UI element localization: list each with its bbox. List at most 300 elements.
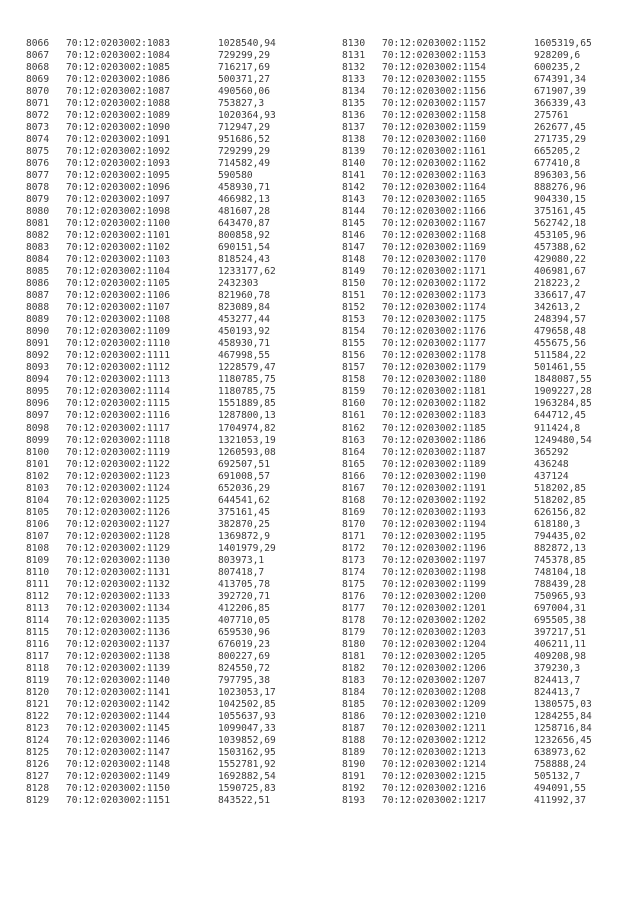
- cadastral-value: 676019,23: [218, 638, 270, 650]
- table-row: [26, 74, 318, 86]
- cadastral-value: 697004,31: [534, 602, 586, 614]
- row-number: 8150: [342, 278, 366, 290]
- cadastral-number: 70:12:0203002:1141: [66, 686, 170, 698]
- table-row: [342, 483, 634, 495]
- cadastral-number: 70:12:0203002:1166: [382, 206, 486, 218]
- table-row: [26, 579, 318, 591]
- cadastral-number: 70:12:0203002:1128: [66, 530, 170, 542]
- cadastral-number: 70:12:0203002:1088: [66, 98, 170, 110]
- table-row: [26, 687, 318, 699]
- table-row: [26, 386, 318, 398]
- table-row: [342, 507, 634, 519]
- cadastral-number: 70:12:0203002:1150: [66, 782, 170, 794]
- table-row: [342, 567, 634, 579]
- table-row: [342, 651, 634, 663]
- cadastral-number: 70:12:0203002:1217: [382, 794, 486, 806]
- cadastral-number: 70:12:0203002:1159: [382, 122, 486, 134]
- row-number: 8191: [342, 770, 366, 782]
- table-row: [26, 531, 318, 543]
- table-row: [342, 386, 634, 398]
- cadastral-value: 951686,52: [218, 134, 270, 146]
- row-number: 8085: [26, 266, 50, 278]
- row-number: 8181: [342, 650, 366, 662]
- cadastral-number: 70:12:0203002:1164: [382, 182, 486, 194]
- row-number: 8094: [26, 374, 50, 386]
- cadastral-number: 70:12:0203002:1089: [66, 110, 170, 122]
- cadastral-number: 70:12:0203002:1167: [382, 218, 486, 230]
- cadastral-number: 70:12:0203002:1102: [66, 242, 170, 254]
- cadastral-value: 1028540,94: [218, 38, 276, 49]
- table-row: [26, 591, 318, 603]
- table-row: [342, 194, 634, 206]
- table-row: [342, 146, 634, 158]
- table-row: [26, 230, 318, 242]
- cadastral-number: 70:12:0203002:1134: [66, 602, 170, 614]
- cadastral-number: 70:12:0203002:1200: [382, 590, 486, 602]
- cadastral-number: 70:12:0203002:1205: [382, 650, 486, 662]
- cadastral-value: 626156,82: [534, 506, 586, 518]
- cadastral-number: 70:12:0203002:1176: [382, 326, 486, 338]
- row-number: 8095: [26, 386, 50, 398]
- row-number: 8158: [342, 374, 366, 386]
- cadastral-value: 457388,62: [534, 242, 586, 254]
- row-number: 8103: [26, 482, 50, 494]
- cadastral-number: 70:12:0203002:1178: [382, 350, 486, 362]
- cadastral-value: 794435,02: [534, 530, 586, 542]
- cadastral-value: 1704974,82: [218, 422, 276, 434]
- cadastral-value: 271735,29: [534, 134, 586, 146]
- cadastral-number: 70:12:0203002:1193: [382, 506, 486, 518]
- table-row: [342, 771, 634, 783]
- cadastral-number: 70:12:0203002:1148: [66, 758, 170, 770]
- cadastral-value: 882872,13: [534, 542, 586, 554]
- row-number: 8184: [342, 686, 366, 698]
- cadastral-number: 70:12:0203002:1171: [382, 266, 486, 278]
- cadastral-number: 70:12:0203002:1112: [66, 362, 170, 374]
- table-row: [342, 38, 634, 50]
- row-number: 8082: [26, 230, 50, 242]
- table-row: [342, 783, 634, 795]
- row-number: 8067: [26, 50, 50, 62]
- table-row: [26, 182, 318, 194]
- row-number: 8089: [26, 314, 50, 326]
- cadastral-number: 70:12:0203002:1173: [382, 290, 486, 302]
- table-row: [26, 459, 318, 471]
- row-number: 8131: [342, 50, 366, 62]
- table-row: [26, 110, 318, 122]
- cadastral-number: 70:12:0203002:1146: [66, 734, 170, 746]
- cadastral-value: 659530,96: [218, 626, 270, 638]
- cadastral-value: 665205,2: [534, 146, 581, 158]
- cadastral-number: 70:12:0203002:1212: [382, 734, 486, 746]
- cadastral-number: 70:12:0203002:1147: [66, 746, 170, 758]
- cadastral-number: 70:12:0203002:1206: [382, 662, 486, 674]
- table-row: [26, 278, 318, 290]
- table-row: [342, 410, 634, 422]
- cadastral-value: 691008,57: [218, 470, 270, 482]
- table-row: [26, 158, 318, 170]
- row-number: 8186: [342, 710, 366, 722]
- table-row: [342, 423, 634, 435]
- row-number: 8146: [342, 230, 366, 242]
- row-number: 8088: [26, 302, 50, 314]
- table-row: [342, 374, 634, 386]
- table-row: [26, 266, 318, 278]
- cadastral-number: 70:12:0203002:1183: [382, 410, 486, 422]
- table-row: [26, 735, 318, 747]
- row-number: 8156: [342, 350, 366, 362]
- cadastral-value: 800858,92: [218, 230, 270, 242]
- table-row: [26, 567, 318, 579]
- cadastral-number: 70:12:0203002:1169: [382, 242, 486, 254]
- table-row: [26, 374, 318, 386]
- table-row: [26, 326, 318, 338]
- table-row: [342, 579, 634, 591]
- cadastral-value: 671907,39: [534, 86, 586, 98]
- table-row: [26, 723, 318, 735]
- cadastral-number: 70:12:0203002:1104: [66, 266, 170, 278]
- row-number: 8090: [26, 326, 50, 338]
- cadastral-number: 70:12:0203002:1103: [66, 254, 170, 266]
- row-number: 8073: [26, 122, 50, 134]
- row-number: 8144: [342, 206, 366, 218]
- row-number: 8157: [342, 362, 366, 374]
- cadastral-number: 70:12:0203002:1110: [66, 338, 170, 350]
- row-number: 8136: [342, 110, 366, 122]
- table-row: [342, 471, 634, 483]
- cadastral-number: 70:12:0203002:1202: [382, 614, 486, 626]
- table-row: [26, 495, 318, 507]
- row-number: 8116: [26, 638, 50, 650]
- table-row: [342, 362, 634, 374]
- cadastral-value: 1099047,33: [218, 722, 276, 734]
- table-row: [342, 795, 634, 807]
- cadastral-value: 824550,72: [218, 662, 270, 674]
- cadastral-number: 70:12:0203002:1172: [382, 278, 486, 290]
- table-row: [26, 338, 318, 350]
- table-row: [342, 350, 634, 362]
- cadastral-number: 70:12:0203002:1124: [66, 482, 170, 494]
- cadastral-value: 1042502,85: [218, 698, 276, 710]
- table-row: [26, 615, 318, 627]
- cadastral-number: 70:12:0203002:1137: [66, 638, 170, 650]
- cadastral-value: 275761: [534, 110, 569, 122]
- cadastral-value: 397217,51: [534, 626, 586, 638]
- cadastral-number: 70:12:0203002:1142: [66, 698, 170, 710]
- cadastral-number: 70:12:0203002:1155: [382, 74, 486, 86]
- table-row: [342, 122, 634, 134]
- table-row: [26, 483, 318, 495]
- table-row: [26, 603, 318, 615]
- row-number: 8124: [26, 734, 50, 746]
- row-number: 8115: [26, 626, 50, 638]
- cadastral-value: 797795,38: [218, 674, 270, 686]
- table-row: [342, 639, 634, 651]
- row-number: 8170: [342, 518, 366, 530]
- table-row: [342, 711, 634, 723]
- table-row: [26, 362, 318, 374]
- cadastral-value: 600235,2: [534, 62, 581, 74]
- cadastral-value: 479658,48: [534, 326, 586, 338]
- cadastral-value: 1503162,95: [218, 746, 276, 758]
- row-number: 8159: [342, 386, 366, 398]
- cadastral-value: 450193,92: [218, 326, 270, 338]
- row-number: 8079: [26, 194, 50, 206]
- row-number: 8129: [26, 794, 50, 806]
- row-number: 8139: [342, 146, 366, 158]
- table-row: [342, 110, 634, 122]
- cadastral-value: 1260593,08: [218, 446, 276, 458]
- cadastral-number: 70:12:0203002:1115: [66, 398, 170, 410]
- cadastral-value: 466982,13: [218, 194, 270, 206]
- cadastral-value: 745378,85: [534, 554, 586, 566]
- cadastral-number: 70:12:0203002:1211: [382, 722, 486, 734]
- row-number: 8192: [342, 782, 366, 794]
- table-row: [26, 86, 318, 98]
- table-row: [342, 699, 634, 711]
- row-number: 8155: [342, 338, 366, 350]
- cadastral-number: 70:12:0203002:1087: [66, 86, 170, 98]
- table-row: [342, 603, 634, 615]
- cadastral-number: 70:12:0203002:1086: [66, 74, 170, 86]
- table-row: [342, 398, 634, 410]
- cadastral-value: 750965,93: [534, 590, 586, 602]
- cadastral-value: 712947,29: [218, 122, 270, 134]
- cadastral-number: 70:12:0203002:1185: [382, 422, 486, 434]
- cadastral-number: 70:12:0203002:1106: [66, 290, 170, 302]
- table-row: [26, 122, 318, 134]
- row-number: 8080: [26, 206, 50, 218]
- cadastral-value: 821960,78: [218, 290, 270, 302]
- cadastral-number: 70:12:0203002:1151: [66, 794, 170, 806]
- cadastral-value: 511584,22: [534, 350, 586, 362]
- table-row: [342, 206, 634, 218]
- row-number: 8188: [342, 734, 366, 746]
- table-row: [342, 86, 634, 98]
- row-number: 8114: [26, 614, 50, 626]
- table-row: [342, 254, 634, 266]
- row-number: 8092: [26, 350, 50, 362]
- row-number: 8183: [342, 674, 366, 686]
- cadastral-value: 692507,51: [218, 458, 270, 470]
- cadastral-value: 644541,62: [218, 494, 270, 506]
- row-number: 8132: [342, 62, 366, 74]
- row-number: 8148: [342, 254, 366, 266]
- table-row: [26, 747, 318, 759]
- cadastral-number: 70:12:0203002:1168: [382, 230, 486, 242]
- row-number: 8111: [26, 578, 50, 590]
- cadastral-number: 70:12:0203002:1153: [382, 50, 486, 62]
- table-row: [26, 170, 318, 182]
- cadastral-value: 366339,43: [534, 98, 586, 110]
- cadastral-value: 392720,71: [218, 590, 270, 602]
- table-row: [26, 423, 318, 435]
- row-number: 8102: [26, 470, 50, 482]
- cadastral-value: 248394,57: [534, 314, 586, 326]
- table-row: [342, 158, 634, 170]
- table-row: [342, 675, 634, 687]
- cadastral-value: 406211,11: [534, 638, 586, 650]
- row-number: 8142: [342, 182, 366, 194]
- row-number: 8134: [342, 86, 366, 98]
- cadastral-value: 436248: [534, 458, 569, 470]
- table-row: [342, 495, 634, 507]
- cadastral-number: 70:12:0203002:1113: [66, 374, 170, 386]
- cadastral-number: 70:12:0203002:1129: [66, 542, 170, 554]
- cadastral-value: 1232656,45: [534, 734, 592, 746]
- table-row: [26, 759, 318, 771]
- row-number: 8071: [26, 98, 50, 110]
- table-row: [342, 555, 634, 567]
- table-row: [26, 134, 318, 146]
- table-row: [342, 266, 634, 278]
- row-number: 8105: [26, 506, 50, 518]
- row-number: 8161: [342, 410, 366, 422]
- row-number: 8166: [342, 470, 366, 482]
- row-number: 8123: [26, 722, 50, 734]
- cadastral-value: 1551889,85: [218, 398, 276, 410]
- row-number: 8109: [26, 554, 50, 566]
- cadastral-number: 70:12:0203002:1135: [66, 614, 170, 626]
- row-number: 8193: [342, 794, 366, 806]
- row-number: 8190: [342, 758, 366, 770]
- table-row: [26, 795, 318, 807]
- cadastral-number: 70:12:0203002:1139: [66, 662, 170, 674]
- cadastral-number: 70:12:0203002:1215: [382, 770, 486, 782]
- table-row: [342, 459, 634, 471]
- cadastral-number: 70:12:0203002:1186: [382, 434, 486, 446]
- cadastral-value: 218223,2: [534, 278, 581, 290]
- cadastral-value: 644712,45: [534, 410, 586, 422]
- row-number: 8162: [342, 422, 366, 434]
- cadastral-value: 818524,43: [218, 254, 270, 266]
- cadastral-number: 70:12:0203002:1192: [382, 494, 486, 506]
- cadastral-number: 70:12:0203002:1144: [66, 710, 170, 722]
- cadastral-value: 911424,8: [534, 422, 581, 434]
- cadastral-value: 412206,85: [218, 602, 270, 614]
- cadastral-number: 70:12:0203002:1170: [382, 254, 486, 266]
- table-row: [26, 639, 318, 651]
- cadastral-value: 753827,3: [218, 98, 265, 110]
- row-number: 8099: [26, 434, 50, 446]
- cadastral-number: 70:12:0203002:1100: [66, 218, 170, 230]
- row-number: 8178: [342, 614, 366, 626]
- row-number: 8093: [26, 362, 50, 374]
- table-row: [26, 38, 318, 50]
- cadastral-value: 618180,3: [534, 518, 581, 530]
- cadastral-value: 458930,71: [218, 338, 270, 350]
- table-row: [342, 242, 634, 254]
- cadastral-value: 928209,6: [534, 50, 581, 62]
- row-number: 8122: [26, 710, 50, 722]
- cadastral-number: 70:12:0203002:1127: [66, 518, 170, 530]
- row-number: 8083: [26, 242, 50, 254]
- cadastral-number: 70:12:0203002:1187: [382, 446, 486, 458]
- row-number: 8168: [342, 494, 366, 506]
- table-row: [26, 314, 318, 326]
- row-number: 8075: [26, 146, 50, 158]
- table-row: [26, 290, 318, 302]
- cadastral-value: 453277,44: [218, 314, 270, 326]
- table-row: [342, 98, 634, 110]
- table-row: [342, 615, 634, 627]
- row-number: 8151: [342, 290, 366, 302]
- row-number: 8152: [342, 302, 366, 314]
- cadastral-value: 411992,37: [534, 794, 586, 806]
- cadastral-value: 716217,69: [218, 62, 270, 74]
- cadastral-value: 562742,18: [534, 218, 586, 230]
- row-number: 8175: [342, 578, 366, 590]
- cadastral-number: 70:12:0203002:1207: [382, 674, 486, 686]
- row-number: 8147: [342, 242, 366, 254]
- row-number: 8189: [342, 746, 366, 758]
- cadastral-number: 70:12:0203002:1109: [66, 326, 170, 338]
- row-number: 8172: [342, 542, 366, 554]
- row-number: 8107: [26, 530, 50, 542]
- table-row: [342, 747, 634, 759]
- cadastral-number: 70:12:0203002:1162: [382, 158, 486, 170]
- cadastral-number: 70:12:0203002:1122: [66, 458, 170, 470]
- cadastral-value: 652036,29: [218, 482, 270, 494]
- table-row: [342, 326, 634, 338]
- cadastral-value: 824413,7: [534, 686, 581, 698]
- cadastral-value: 467998,55: [218, 350, 270, 362]
- cadastral-number: 70:12:0203002:1096: [66, 182, 170, 194]
- cadastral-value: 888276,96: [534, 182, 586, 194]
- cadastral-value: 638973,62: [534, 746, 586, 758]
- cadastral-value: 1605319,65: [534, 38, 592, 49]
- row-number: 8135: [342, 98, 366, 110]
- cadastral-number: 70:12:0203002:1101: [66, 230, 170, 242]
- row-number: 8126: [26, 758, 50, 770]
- row-number: 8163: [342, 434, 366, 446]
- row-number: 8074: [26, 134, 50, 146]
- cadastral-number: 70:12:0203002:1111: [66, 350, 170, 362]
- cadastral-number: 70:12:0203002:1105: [66, 278, 170, 290]
- table-row: [342, 74, 634, 86]
- cadastral-value: 490560,06: [218, 86, 270, 98]
- table-row: [26, 350, 318, 362]
- row-number: 8174: [342, 566, 366, 578]
- cadastral-number: 70:12:0203002:1209: [382, 698, 486, 710]
- cadastral-number: 70:12:0203002:1097: [66, 194, 170, 206]
- cadastral-value: 690151,54: [218, 242, 270, 254]
- cadastral-number: 70:12:0203002:1095: [66, 170, 170, 182]
- cadastral-value: 695505,38: [534, 614, 586, 626]
- table-row: [26, 254, 318, 266]
- row-number: 8140: [342, 158, 366, 170]
- table-row: [342, 218, 634, 230]
- cadastral-number: 70:12:0203002:1181: [382, 386, 486, 398]
- cadastral-value: 379230,3: [534, 662, 581, 674]
- cadastral-value: 896303,56: [534, 170, 586, 182]
- cadastral-number: 70:12:0203002:1125: [66, 494, 170, 506]
- row-number: 8173: [342, 554, 366, 566]
- table-row: [342, 759, 634, 771]
- row-number: 8118: [26, 662, 50, 674]
- cadastral-value: 518202,85: [534, 482, 586, 494]
- row-number: 8081: [26, 218, 50, 230]
- cadastral-value: 800227,69: [218, 650, 270, 662]
- table-row: [342, 663, 634, 675]
- table-row: [26, 447, 318, 459]
- table-row: [26, 771, 318, 783]
- row-number: 8068: [26, 62, 50, 74]
- table-row: [26, 651, 318, 663]
- table-row: [342, 627, 634, 639]
- cadastral-value: 1284255,84: [534, 710, 592, 722]
- row-number: 8106: [26, 518, 50, 530]
